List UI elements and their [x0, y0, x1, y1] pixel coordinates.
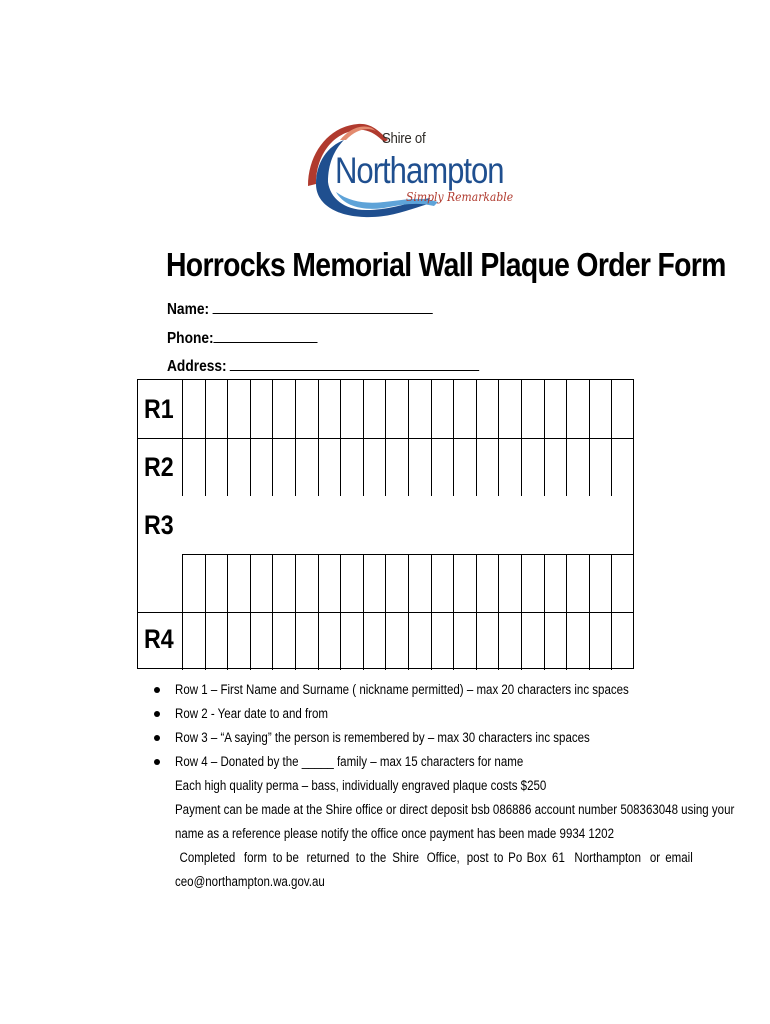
return-word: Shire: [392, 850, 420, 865]
cell-divider: [295, 554, 296, 612]
cell-divider: [521, 380, 522, 496]
name-input-line[interactable]: [212, 300, 432, 314]
cell-divider: [363, 380, 364, 496]
cell-divider: [318, 612, 319, 670]
logo-northampton: Northampton: [335, 150, 504, 191]
cell-divider: [431, 554, 432, 612]
return-word: Northampton: [573, 850, 641, 865]
cell-divider: [250, 554, 251, 612]
address-label: Address:: [167, 358, 227, 375]
cell-divider: [589, 554, 590, 612]
cell-divider: [227, 612, 228, 670]
instruction-row-3: Row 3 – “A saying” the person is remembered by – max 30 characters inc spaces: [152, 726, 697, 750]
cell-divider: [272, 612, 273, 670]
phone-input-line[interactable]: [214, 329, 318, 343]
cell-divider: [611, 380, 612, 496]
cell-divider: [295, 380, 296, 496]
return-word: Po: [507, 850, 522, 865]
cell-divider: [385, 612, 386, 670]
return-word: to: [272, 850, 283, 865]
name-field[interactable]: [167, 300, 433, 319]
return-word: to: [356, 850, 366, 865]
cell-divider: [476, 380, 477, 496]
cell-divider: [205, 612, 206, 670]
cell-divider: [611, 612, 612, 670]
cell-divider: [498, 554, 499, 612]
return-word: returned: [306, 850, 350, 865]
cell-divider: [272, 554, 273, 612]
cell-divider: [227, 554, 228, 612]
row-label-r2: R2: [144, 452, 174, 482]
phone-field[interactable]: [167, 329, 318, 348]
cell-divider: [589, 380, 590, 496]
return-word: the: [370, 850, 387, 865]
cell-divider: [431, 612, 432, 670]
cell-divider: [385, 380, 386, 496]
cell-divider: [476, 554, 477, 612]
cell-divider: [318, 380, 319, 496]
address-field[interactable]: [167, 357, 479, 376]
return-word: Office,: [426, 850, 460, 865]
instruction-row-4: Row 4 – Donated by the _____ family – max 15 characters for name: [152, 750, 697, 774]
cell-divider: [431, 380, 432, 496]
cell-divider: [408, 554, 409, 612]
cell-divider: [182, 554, 183, 612]
form-title: Horrocks Memorial Wall Plaque Order Form: [166, 246, 726, 283]
cell-divider: [544, 612, 545, 670]
cell-divider: [408, 612, 409, 670]
shire-logo: [300, 112, 514, 224]
cell-divider: [182, 612, 183, 670]
cell-divider: [272, 380, 273, 496]
cell-divider: [566, 380, 567, 496]
cell-divider: [363, 612, 364, 670]
instruction-row-1: Row 1 – First Name and Surname ( nickname permitted) – max 20 characters inc spaces: [152, 678, 697, 702]
cell-divider: [363, 554, 364, 612]
cell-divider: [227, 380, 228, 496]
row-label-r3: R3: [144, 510, 174, 540]
cell-divider: [453, 554, 454, 612]
cell-divider: [611, 554, 612, 612]
row-label-r1: R1: [144, 394, 174, 424]
return-instructions: [152, 846, 695, 870]
cell-divider: [250, 612, 251, 670]
payment-text-line-1: Payment can be made at the Shire office or direct deposit bsb 086886 account number 508363048 using your: [175, 802, 735, 817]
cell-divider: [385, 554, 386, 612]
return-word: 61: [552, 850, 565, 865]
cell-divider: [521, 612, 522, 670]
return-word: form: [244, 850, 268, 865]
cell-divider: [205, 380, 206, 496]
cell-divider: [250, 380, 251, 496]
cell-divider: [589, 612, 590, 670]
cell-divider: [498, 612, 499, 670]
cell-divider: [408, 380, 409, 496]
row-label-r4: R4: [144, 624, 174, 654]
return-word: be: [286, 850, 300, 865]
cell-divider: [340, 612, 341, 670]
cell-divider: [566, 612, 567, 670]
cell-divider: [182, 380, 183, 496]
cell-divider: [453, 612, 454, 670]
return-word: to: [493, 850, 504, 865]
plaque-grid[interactable]: [137, 379, 634, 669]
cell-divider: [498, 380, 499, 496]
contact-email[interactable]: ceo@northampton.wa.gov.au: [175, 874, 325, 889]
cell-divider: [544, 554, 545, 612]
cell-divider: [544, 380, 545, 496]
return-word: Completed: [179, 850, 236, 865]
instruction-row-2: Row 2 - Year date to and from: [152, 702, 697, 726]
cost-text: Each high quality perma – bass, individually engraved plaque costs $250: [175, 778, 547, 793]
cell-divider: [205, 554, 206, 612]
return-word: email: [665, 850, 693, 865]
return-word: or: [649, 850, 660, 865]
payment-text-line-2: name as a reference please notify the office once payment has been made 9934 1202: [175, 826, 614, 841]
cell-divider: [295, 612, 296, 670]
name-label: Name:: [167, 301, 210, 318]
cell-divider: [340, 380, 341, 496]
logo-shire-of: Shire of: [382, 130, 426, 147]
return-word: Box: [527, 850, 547, 865]
phone-label: Phone:: [167, 330, 214, 347]
cell-divider: [566, 554, 567, 612]
logo-tagline: Simply Remarkable: [406, 190, 514, 204]
address-input-line[interactable]: [230, 357, 479, 371]
instructions: [152, 678, 735, 894]
cell-divider: [318, 554, 319, 612]
cell-divider: [340, 554, 341, 612]
cell-divider: [521, 554, 522, 612]
return-word: post: [466, 850, 489, 865]
cell-divider: [453, 380, 454, 496]
cell-divider: [476, 612, 477, 670]
